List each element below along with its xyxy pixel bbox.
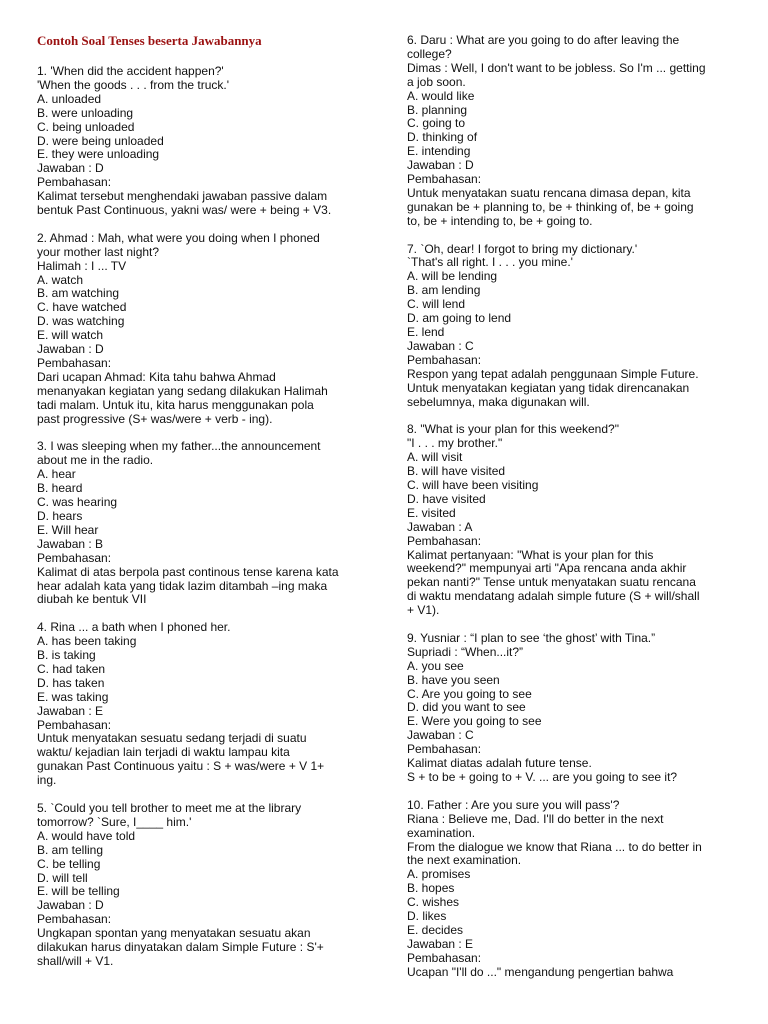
question-line: Pembahasan: [37,717,112,732]
question-line: A. would have told [37,828,136,843]
question-line: D. did you want to see [407,700,526,715]
question-line: D. am going to lend [407,311,512,326]
question-line: E. lend [407,325,445,340]
question-line: Pembahasan: [407,172,482,187]
question-line: From the dialogue we know that Riana ... to do better in [407,839,702,854]
question-line: gunakan Past Continuous yaitu : S + was/were + V 1+ [37,759,325,774]
question-line: Jawaban : D [37,898,104,913]
question-line: B. hopes [407,881,455,896]
question-line: D. were being unloaded [37,133,164,148]
question-line: D. hears [37,508,83,523]
question-line: college? [407,46,452,61]
question-line: E. intending [407,144,471,159]
question-line: Pembahasan: [407,950,482,965]
question-block [407,423,737,618]
question-line: C. have watched [37,300,127,315]
question-line: 1. 'When did the accident happen?' [37,64,224,78]
question-line: waktu/ kejadian lain terjadi di waktu lampau kita [37,745,290,760]
question-line: hear adalah kata yang tidak lazim ditambah –ing maka [37,578,328,593]
question-line: C. be telling [37,856,101,871]
question-line: Ungkapan spontan yang menyatakan sesuatu akan [37,926,311,941]
question-line: past progressive (S+ was/were + verb - ing). [37,411,273,426]
question-line: di waktu mendatang adalah simple future (S + will/shall [407,589,700,604]
question-line: B. am lending [407,283,481,298]
question-line: Pembahasan: [407,742,482,757]
question-line: 6. Daru : What are you going to do after leaving the [407,33,680,47]
question-line: 7. `Oh, dear! I forgot to bring my dictionary.' [407,241,638,256]
question-line: A. would like [407,88,475,103]
question-line: A. will visit [407,450,463,465]
question-line: Pembahasan: [37,912,112,927]
question-line: Jawaban : C [407,338,474,353]
question-block [37,621,372,788]
question-line: E. Will hear [37,522,99,537]
question-block [37,440,372,607]
right-column [407,34,737,993]
question-line: menanyakan kegiatan yang sedang dilakukan Halimah [37,383,328,398]
question-line: E. will be telling [37,884,120,899]
question-line: 10. Father : Are you sure you will pass'? [407,797,620,812]
question-line: Jawaban : D [407,158,474,173]
question-line: shall/will + V1. [37,953,114,968]
question-line: "I . . . my brother." [407,436,503,451]
question-line: 4. Rina ... a bath when I phoned her. [37,620,231,635]
question-line: gunakan be + planning to, be + thinking of, be + going [407,199,694,214]
question-line: ing. [37,773,57,788]
question-line: Pembahasan: [37,356,112,371]
question-line: Jawaban : B [37,536,104,551]
question-line: A. you see [407,658,464,673]
question-line: 3. I was sleeping when my father...the announcement [37,439,321,454]
question-line: Kalimat diatas adalah future tense. [407,756,592,771]
document-title: Contoh Soal Tenses beserta Jawabannya [37,33,262,48]
question-line: E. Were you going to see [407,714,542,729]
question-line: Ucapan "I'll do ..." mengandung pengertian bahwa [407,964,674,979]
question-line: D. likes [407,909,447,924]
question-line: A. watch [37,272,84,287]
question-line: D. was watching [37,314,125,329]
question-line: Untuk menyatakan kegiatan yang tidak direncanakan [407,380,690,395]
question-line: E. decides [407,922,464,937]
question-line: D. has taken [37,675,105,690]
question-line: Kalimat pertanyaan: "What is your plan for this [407,547,654,562]
question-line: Supriadi : “When...it?” [407,644,524,659]
question-block [407,34,737,229]
question-line: E. was taking [37,689,109,704]
question-line: D. have visited [407,491,486,506]
question-line: B. am watching [37,286,120,301]
question-line: Jawaban : C [407,728,474,743]
question-line: C. will have been visiting [407,477,539,492]
question-line: E. they were unloading [37,147,160,162]
question-line: examination. [407,825,476,840]
question-line: dilakukan harus dinyatakan dalam Simple Future : S'+ [37,940,324,955]
question-line: the next examination. [407,853,522,868]
question-block [37,65,372,218]
left-column [37,34,372,983]
question-block [37,802,372,969]
question-line: Jawaban : D [37,342,104,357]
question-line: S + to be + going to + V. ... are you going to see it? [407,769,678,784]
question-line: E. will watch [37,328,104,343]
question-line: Dimas : Well, I don't want to be jobless. So I'm ... getting [407,60,706,75]
question-line: Kalimat tersebut menghendaki jawaban passive dalam [37,189,328,204]
question-line: B. is taking [37,648,96,663]
question-line: Pembahasan: [37,550,112,565]
question-line: Untuk menyatakan suatu rencana dimasa depan, kita [407,185,691,200]
question-line: your mother last night? [37,244,160,259]
question-line: B. were unloading [37,105,134,120]
question-line: A. has been taking [37,634,137,649]
question-line: Jawaban : D [37,161,104,176]
question-line: bentuk Past Continuous, yakni was/ were + being + V3. [37,203,332,218]
question-line: pekan nanti?" Tense untuk menyatakan suatu rencana [407,575,696,590]
question-block [407,243,737,410]
question-line: 'When the goods . . . from the truck.' [37,77,229,92]
question-line: B. will have visited [407,464,506,479]
question-line: C. will lend [407,297,466,312]
question-line: Dari ucapan Ahmad: Kita tahu bahwa Ahmad [37,369,276,384]
question-line: Untuk menyatakan sesuatu sedang terjadi di suatu [37,731,307,746]
question-line: Pembahasan: [407,533,482,548]
question-line: A. will be lending [407,269,498,284]
question-line: + V1). [407,603,440,618]
question-line: a job soon. [407,74,466,89]
question-line: weekend?" mempunyai arti "Apa rencana anda akhir [407,561,687,576]
question-line: B. planning [407,102,468,117]
question-line: D. thinking of [407,130,478,145]
question-line: tadi malam. Untuk itu, kita harus menggunakan pola [37,397,314,412]
question-line: 2. Ahmad : Mah, what were you doing when I phoned [37,230,320,245]
question-line: tomorrow? `Sure, I____ him.' [37,814,192,829]
question-line: Pembahasan: [407,352,482,367]
question-line: diubah ke bentuk VII [37,592,147,607]
question-line: 9. Yusniar : “I plan to see ‘the ghost’ with Tina.” [407,630,656,645]
question-line: Kalimat di atas berpola past continous tense karena kata [37,564,339,579]
question-line: Respon yang tepat adalah penggunaan Simple Future. [407,366,699,381]
question-line: Jawaban : E [37,703,104,718]
question-line: E. visited [407,505,456,520]
question-line: B. heard [37,481,83,496]
question-line: C. had taken [37,661,106,676]
question-line: Jawaban : A [407,519,473,534]
question-line: Halimah : I ... TV [37,258,127,273]
question-line: 8. "What is your plan for this weekend?" [407,422,619,437]
question-line: Pembahasan: [37,175,112,190]
question-line: D. will tell [37,870,88,885]
question-line: to, be + intending to, be + going to. [407,213,593,228]
question-block [407,799,737,980]
question-line: C. wishes [407,895,460,910]
question-line: Jawaban : E [407,936,474,951]
question-line: `That's all right. I . . . you mine.' [407,255,573,270]
question-block [407,632,737,785]
question-line: about me in the radio. [37,453,154,468]
question-line: A. hear [37,467,76,482]
question-block [37,232,372,427]
question-line: C. was hearing [37,495,118,510]
question-line: C. going to [407,116,466,131]
question-line: B. am telling [37,842,104,857]
question-line: C. Are you going to see [407,686,532,701]
question-line: A. promises [407,867,471,882]
question-line: 5. `Could you tell brother to meet me at the library [37,800,302,815]
question-line: C. being unloaded [37,119,135,134]
question-line: B. have you seen [407,672,500,687]
question-line: A. unloaded [37,91,102,106]
question-line: Riana : Believe me, Dad. I'll do better in the next [407,811,664,826]
question-line: sebelumnya, maka digunakan will. [407,394,590,409]
